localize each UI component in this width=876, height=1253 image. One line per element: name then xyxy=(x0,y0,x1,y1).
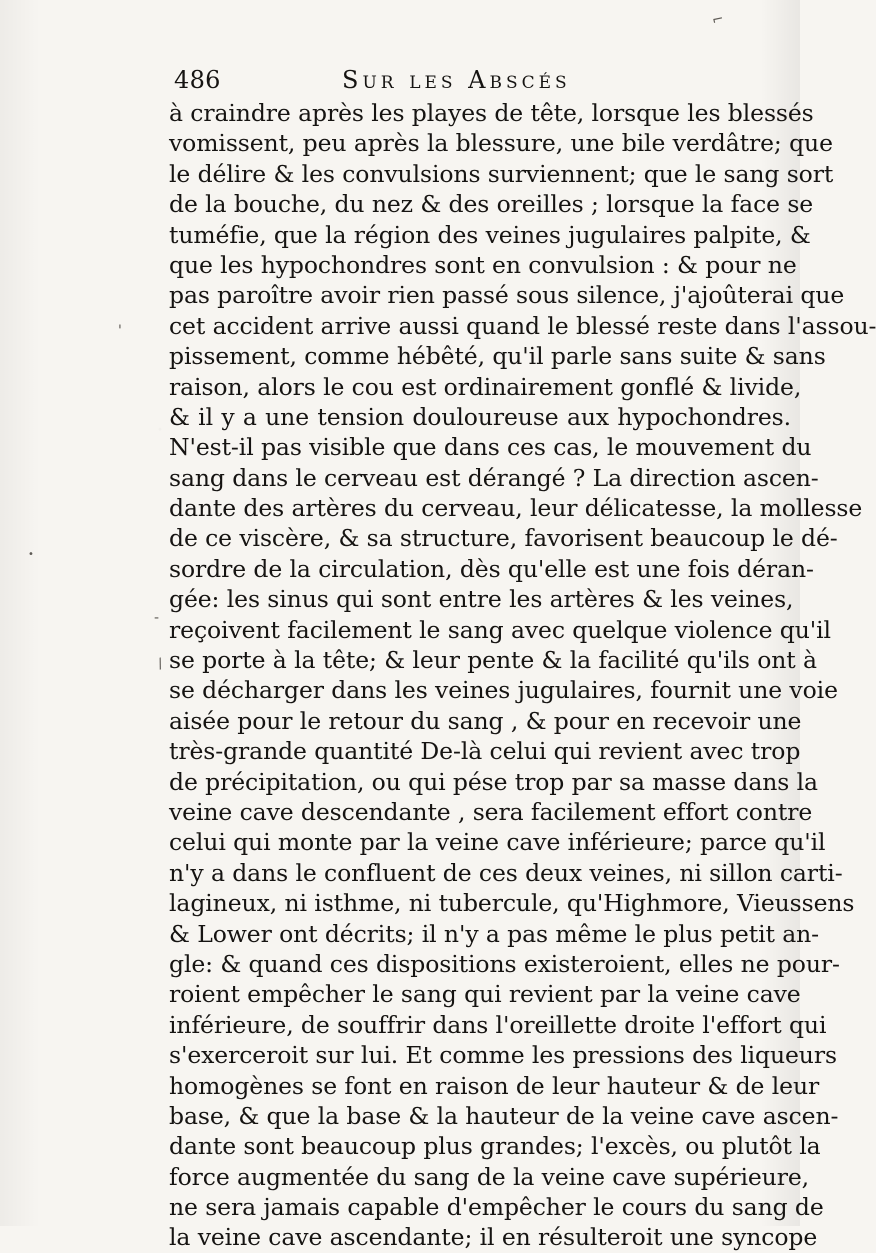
text-line: inférieure, de souffrir dans l'oreillette droite l'effort qui xyxy=(169,1010,827,1039)
text-line: sang dans le cerveau est dérangé ? La direction ascen- xyxy=(169,463,819,492)
text-line: gle: & quand ces dispositions existeroient, elles ne pour- xyxy=(169,949,840,978)
text-line: que les hypochondres sont en convulsion : & pour ne xyxy=(169,250,797,279)
body-text xyxy=(169,98,876,1253)
margin-mark: / xyxy=(155,655,166,673)
text-line: lagineux, ni isthme, ni tubercule, qu'Highmore, Vieussens xyxy=(169,889,855,918)
text-line: la veine cave ascendante; il en résulteroit une syncope xyxy=(169,1223,818,1252)
text-line: vomissent, peu après la blessure, une bile verdâtre; que xyxy=(169,129,833,158)
text-line: se décharger dans les veines jugulaires, fournit une voie xyxy=(169,676,838,705)
text-line: ne sera jamais capable d'empêcher le cours du sang de xyxy=(169,1193,824,1222)
text-line: très-grande quantité De-là celui qui revient avec trop xyxy=(169,737,801,766)
text-line: homogènes se font en raison de leur hauteur & de leur xyxy=(169,1071,820,1100)
margin-mark: - xyxy=(154,610,160,626)
text-line: n'y a dans le confluent de ces deux veines, ni sillon carti- xyxy=(169,858,843,887)
text-line: N'est-il pas visible que dans ces cas, le mouvement du xyxy=(169,433,812,462)
text-line: pissement, comme hébêté, qu'il parle sans suite & sans xyxy=(169,342,826,371)
text-line: celui qui monte par la veine cave inférieure; parce qu'il xyxy=(169,828,826,857)
text-line: se porte à la tête; & leur pente & la facilité qu'ils ont à xyxy=(169,646,817,675)
text-line: sordre de la circulation, dès qu'elle est une fois déran- xyxy=(169,554,814,583)
text-line: dante sont beaucoup plus grandes; l'excès, ou plutôt la xyxy=(169,1132,821,1161)
text-line: aisée pour le retour du sang , & pour en recevoir une xyxy=(169,706,802,735)
text-line: & il y a une tension douloureuse aux hypochondres. xyxy=(169,402,791,431)
text-line: reçoivent facilement le sang avec quelque violence qu'il xyxy=(169,615,831,644)
text-line: de précipitation, ou qui pése trop par sa masse dans la xyxy=(169,767,818,796)
text-line: pas paroître avoir rien passé sous silence, j'ajoûterai que xyxy=(169,281,845,310)
corner-mark: ⌐ xyxy=(710,10,726,30)
text-line: de la bouche, du nez & des oreilles ; lorsque la face se xyxy=(169,190,814,219)
text-line: dante des artères du cerveau, leur délicatesse, la mollesse xyxy=(169,494,863,523)
text-line: s'exerceroit sur lui. Et comme les pressions des liqueurs xyxy=(169,1041,837,1070)
text-line: & Lower ont décrits; il n'y a pas même le plus petit an- xyxy=(169,919,820,948)
text-line: raison, alors le cou est ordinairement gonflé & livide, xyxy=(169,372,802,401)
text-line: roient empêcher le sang qui revient par la veine cave xyxy=(169,980,801,1009)
text-line: à craindre après les playes de tête, lorsque les blessés xyxy=(169,99,814,127)
text-line: base, & que la base & la hauteur de la veine cave ascen- xyxy=(169,1101,839,1130)
margin-mark: ' xyxy=(118,323,122,339)
text-line: tuméfie, que la région des veines jugulaires palpite, & xyxy=(169,220,811,249)
text-line: force augmentée du sang de la veine cave supérieure, xyxy=(169,1162,810,1191)
dust-speck: • xyxy=(28,549,34,560)
text-line: gée: les sinus qui sont entre les artères & les veines, xyxy=(169,585,794,614)
text-line: veine cave descendante , sera facilement effort contre xyxy=(169,797,813,826)
text-line: le délire & les convulsions surviennent; que le sang sort xyxy=(169,159,834,188)
page-number: 486 xyxy=(174,66,221,94)
text-line: de ce viscère, & sa structure, favorisent beaucoup le dé- xyxy=(169,524,838,553)
running-head: Sur les Abscés xyxy=(342,66,571,94)
text-line: cet accident arrive aussi quand le blessé reste dans l'assou- xyxy=(169,311,876,340)
